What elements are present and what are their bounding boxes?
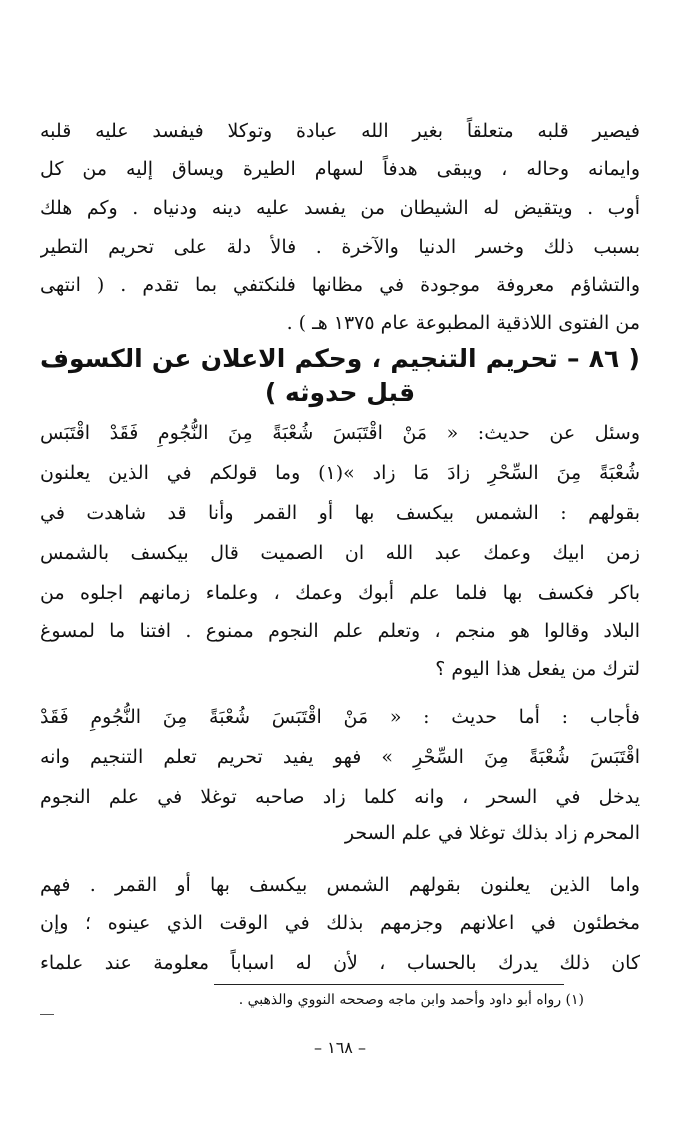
text-line: اقْتَبَسَ شُعْبَةً مِنَ السِّحْرِ » فهو يفيد تحريم تعلم التنجيم وانه (40, 746, 640, 768)
footnote: (١) رواه أبو داود وأحمد وابن ماجه وصححه النووي والذهبي . (238, 992, 584, 1008)
text-line: بقولهم : الشمس بيكسف بها أو القمر وأنا قد شاهدت في (40, 502, 640, 524)
text-line: والتشاؤم معروفة موجودة في مظانها فلنكتفي بما تقدم . ( انتهى (40, 274, 640, 296)
text-line: كان ذلك يدرك بالحساب ، لأن له اسباباً معلومة عند علماء (40, 952, 640, 974)
text-line: باكر فكسف بها فلما علم أبوك وعمك ، وعلماء زمانهم اجلوه من (40, 582, 640, 604)
text-line: زمن ابيك وعمك عبد الله ان الصميت قال بيكسف بالشمس (40, 542, 640, 564)
text-line: شُعْبَةً مِنَ السِّحْرِ زادَ مَا زاد »(١) وما قولكم في الذين يعلنون (40, 462, 640, 484)
section-heading-continued: قبل حدوثه ) (264, 378, 416, 407)
text-line: مخطئون في اعلانهم وجزمهم بذلك في الوقت الذي عينوه ؛ وإن (40, 912, 640, 934)
text-line: فأجاب : أما حديث : « مَنْ اقْتَبَسَ شُعْبَةً مِنَ النُّجُومِ فَقَدْ (40, 706, 640, 728)
text-line: وسئل عن حديث: « مَنْ اقْتَبَسَ شُعْبَةً مِنَ النُّجُومِ فَقَدْ اقْتَبَس (40, 422, 640, 444)
page-number: – ١٦٨ – (314, 1038, 366, 1057)
text-line: من الفتوى اللاذقية المطبوعة عام ١٣٧٥ هـ ) . (286, 312, 640, 334)
text-line: بسبب ذلك وخسر الدنيا والآخرة . فالأ دلة على تحريم التطير (40, 236, 640, 258)
text-line: البلاد وقالوا هو منجم ، وتعلم علم النجوم ممنوع . افتنا ما لمسوغ (40, 620, 640, 642)
margin-mark (40, 1014, 54, 1015)
text-line: المحرم زاد بذلك توغلا في علم السحر (344, 822, 640, 844)
text-line: يدخل في السحر ، وانه كلما زاد صاحبه توغلا في علم النجوم (40, 786, 640, 808)
footnote-divider (214, 984, 564, 985)
section-heading: ( ٨٦ – تحريم التنجيم ، وحكم الاعلان عن الكسوف (40, 344, 640, 373)
text-line: لترك من يفعل هذا اليوم ؟ (435, 658, 640, 680)
text-line: وايمانه وحاله ، ويبقى هدفاً لسهام الطيرة ويساق إليه من كل (40, 158, 640, 180)
text-line: واما الذين يعلنون بقولهم الشمس بيكسف بها أو القمر . فهم (40, 874, 640, 896)
text-line: فيصير قلبه متعلقاً بغير الله عبادة وتوكلا فيفسد عليه قلبه (40, 120, 640, 142)
text-line: أوب . ويتقيض له الشيطان من يفسد عليه دينه ودنياه . وكم هلك (40, 197, 640, 219)
